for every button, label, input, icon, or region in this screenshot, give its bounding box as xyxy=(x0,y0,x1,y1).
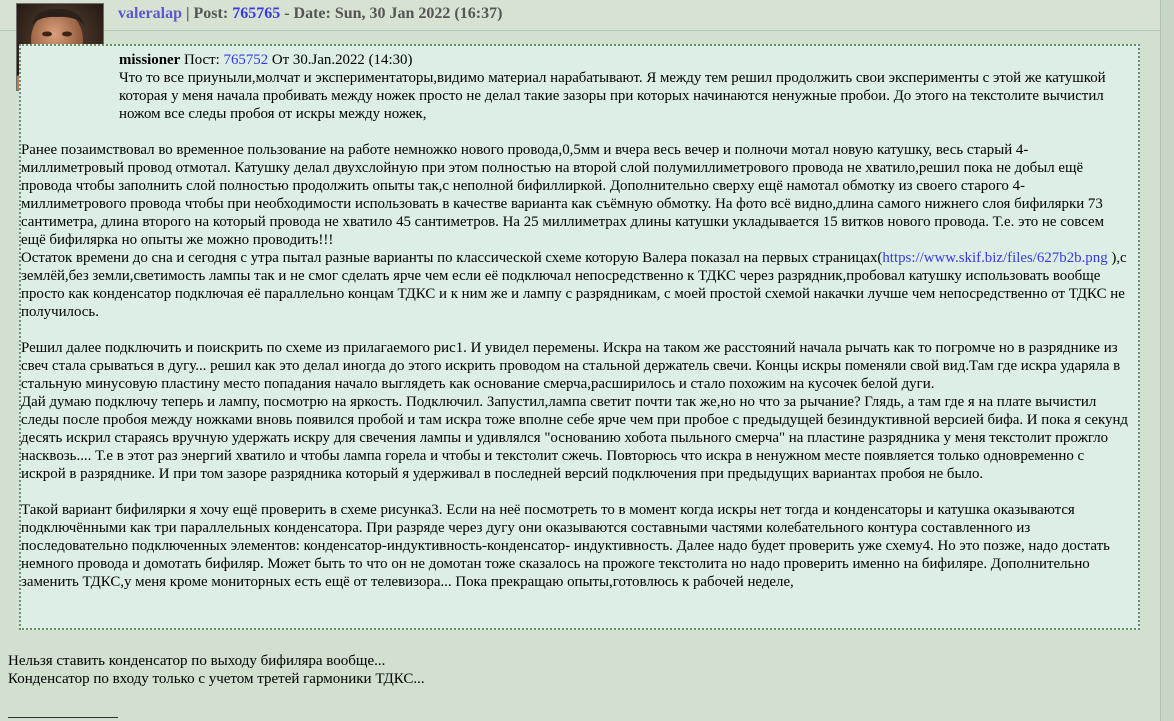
quote-body-lower xyxy=(21,141,1130,591)
paragraph-gap xyxy=(21,321,1130,339)
quote-meta xyxy=(119,51,1130,69)
signature-divider xyxy=(8,717,118,718)
quote-paragraph-3 xyxy=(21,249,1130,321)
quoted-post xyxy=(19,44,1140,630)
image-link[interactable]: https://www.skif.biz/files/627b2b.png xyxy=(882,250,1108,266)
date-label: Date: xyxy=(293,5,331,22)
quote-post-link[interactable]: 765752 xyxy=(223,52,269,68)
quote-paragraph-3-after: ),с землёй,без земли,светимость лампы так и не смог сделать ярче чем если её подключал непосредственно к ТДКС через разрядник,пробовал катушку использовать вообще просто как конденсатор подключая её параллельно концам ТДКС и к ним же и лампу с разрядникам, с моей простой схемой накачки лучше чем непосредственно от ТДКС не получилось. xyxy=(21,250,1127,320)
post-author-username[interactable]: valeralap xyxy=(118,5,182,22)
reply-text xyxy=(8,652,425,688)
quote-paragraph-2: Ранее позаимствовал во временное пользование на работе немножко нового провода,0,5мм и вчера весь вечер и полночи мотал новую катушку, весь старый 4-миллиметровый провод отмотал. Катушку делал двухслойную при этом полностью на второй слой полумиллиметрового провода не хватило,решил пока не добыл ещё провода чтобы заполнить слой полностью продолжить опыты так,с неполной бифиллиркой. Дополнительно сверху ещё намотал обмотку из своего старого 4-миллиметрового провода чтобы при необходимости использовать в качестве варианта как съёмную обмотку. На фото всё видно,длина самого нижнего слоя бифилярки 73 сантиметра, длина второго на который провода не хватило 45 сантиметров. На 25 миллиметрах длины катушки укладывается 15 витков нового провода. Т.е. это не совсем ещё бифилярка но опыты же можно проводить!!! xyxy=(21,142,1105,248)
paragraph-gap xyxy=(21,483,1130,501)
post-number-link[interactable]: 765765 xyxy=(232,5,281,22)
quote-paragraph-5: Дай думаю подключу теперь и лампу, посмотрю на яркость. Подключил. Запустил,лампа светит почти так же,но но что за рычание? Глядь, а там где я на плате вычистил следы после пробоя между ножками вновь появился пробой и там искра тоже вполне себе ярче чем при пробое с предыдущей безиндуктивной версией бифа. И пока я секунд десять искрил стараясь вручную удержать искру для свечения лампы и удивлялся "основанию хобота пыльного смерча" на пластине разрядника у меня текстолит прожгло насквозь.... Т.е в этот раз энергий хватило и чтобы лампа горела и чтобы и текстолит сжечь. Повторюсь что искра в ненужном месте появляется только одновременно с искрой в разряднике. И при том зазоре разрядника который я удерживал в последней версий подключения при предыдущих вариантах пробоя не было. xyxy=(21,394,1129,482)
post-label: Post: xyxy=(193,5,229,22)
quote-paragraph-4: Решил далее подключить и поискрить по схеме из прилагаемого рис1. И увидел перемены. Искра на таком же расстояний начала рычать как то погромче но в разряднике из свеч стала срываться в дугу... решил как это делал иногда до этого искрить проводом на стальной держатель свечи. Концы искры поменяли свой вид.Там где искра ударяла в стальную минусовую пластину место попадания начало выглядеть как основание смерча,расширилось и стало похожим на кусочек белой дуги. xyxy=(21,340,1121,392)
reply-line-1: Нельзя ставить конденсатор по выходу бифиляра вообще... xyxy=(8,653,386,669)
header-dash: - xyxy=(284,5,294,22)
post-date: Sun, 30 Jan 2022 (16:37) xyxy=(334,5,503,22)
quote-date: От 30.Jan.2022 (14:30) xyxy=(271,52,413,68)
reply-line-2: Конденсатор по входу только с учетом третей гармоники ТДКС... xyxy=(8,671,425,687)
post-header-text xyxy=(118,5,502,23)
vertical-scrollbar[interactable] xyxy=(1160,0,1174,721)
quote-post-label: Пост: xyxy=(183,52,220,68)
quote-paragraph-6: Такой вариант бифилярки я хочу ещё проверить в схеме рисунка3. Если на неё посмотреть то в момент когда искры нет тогда и конденсаторы и катушка оказываются подключёнными как три параллельных конденсатора. При разряде через дугу они оказываются составными частями колебательного контура составленного из последовательно подключенных элементов: конденсатор-индуктивность-конденсатор- индуктивность. Далее надо будет проверить уже схему4. Но это позже, надо достать немного провода и домотать бифиляр. Может быть то что он не домотан тоже сказалось на прожоге текстолита но надо проверить именно на бифиляре. Дополнительно заменить ТДКС,у меня кроме мониторных есть ещё от телевизора... Пока прекращаю опыты,готовлюсь к рабочей неделе, xyxy=(21,502,1110,590)
paragraph-gap xyxy=(21,123,1130,141)
post-header xyxy=(0,0,1160,31)
quote-author[interactable]: missioner xyxy=(119,52,181,68)
quote-paragraph-1 xyxy=(119,69,1130,123)
header-separator: | xyxy=(186,5,194,22)
quote-paragraph-1-text: Что то все приуныли,молчат и экспериментаторы,видимо материал нарабатывают. Я между тем решил продолжить свои эксперименты с этой же катушкой которая у меня начала пробивать между ножек просто не делал такие зазоры при которых начинаются ненужные пробои. До этого на текстолите вычистил ножом все следы пробоя от искры между ножек, xyxy=(119,70,1106,122)
quote-paragraph-3-before: Остаток времени до сна и сегодня с утра пытал разные варианты по классической схеме которую Валера показал на первых страницах( xyxy=(21,250,883,266)
